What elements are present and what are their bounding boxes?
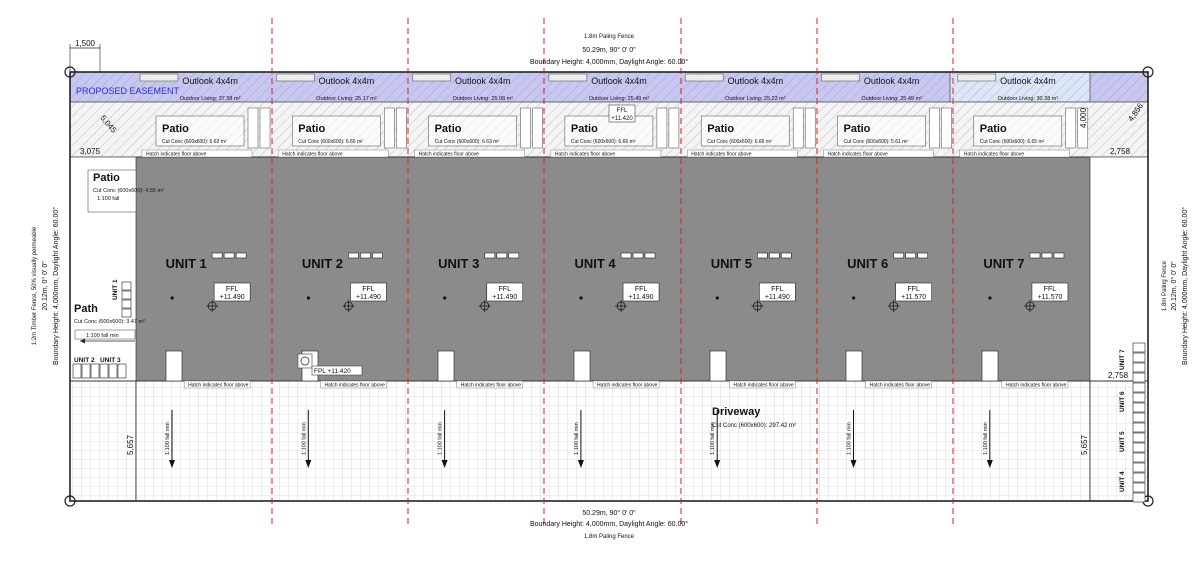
service-box	[260, 108, 270, 148]
path-label: Path	[74, 303, 98, 315]
level-dot	[443, 296, 446, 299]
bin-symbol	[1133, 423, 1145, 432]
hatch-note-bottom: Hatch indicates floor above	[733, 382, 794, 389]
hatch-note-bottom: Hatch indicates floor above	[597, 382, 658, 389]
service-box	[521, 108, 531, 148]
patio-area: Cut Conc (600x600): 5.61 m²	[843, 139, 908, 145]
driveway-label: Driveway	[712, 406, 761, 418]
level-dot	[307, 296, 310, 299]
dim-5657b-text: 5,657	[1080, 434, 1089, 455]
bin-left-unit2: UNIT 2	[74, 357, 95, 364]
window-symbol	[906, 253, 916, 258]
bin-symbol	[82, 364, 90, 378]
fall-note: 1:100 fall min	[710, 422, 717, 455]
hatch-note-bottom: Hatch indicates floor above	[188, 382, 249, 389]
unit-label: UNIT 7	[983, 256, 1025, 271]
hatch-note-bottom: Hatch indicates floor above	[1005, 382, 1067, 389]
bin-symbol	[1133, 443, 1145, 452]
ffl-line1: FFL	[1043, 286, 1057, 293]
bin-symbol	[1133, 363, 1145, 372]
bin-symbol	[122, 300, 131, 308]
level-dot	[171, 296, 174, 299]
dim-4000-text: 4,000	[1079, 107, 1088, 128]
patio-ffl-line1: FFL	[616, 108, 628, 114]
patio-label: Patio	[979, 123, 1007, 135]
outdoor-living-label: Outdoor Living: 37.58 m²	[179, 96, 241, 102]
bin-left-unit1: UNIT 1	[112, 279, 119, 300]
garage-notch	[438, 351, 454, 381]
window-symbol	[769, 253, 779, 258]
window-symbol	[645, 253, 655, 258]
window-symbol	[621, 253, 631, 258]
left-fence-label: 1.2m Timber Fence, 50% visually permeable	[32, 226, 38, 346]
service-box	[669, 108, 679, 148]
bin-symbol	[1133, 463, 1145, 472]
hatch-note-top: Hatch indicates floor above	[146, 151, 207, 158]
window-symbol	[224, 253, 234, 258]
window-symbol	[1054, 253, 1064, 258]
rooftop-unit-box	[413, 74, 451, 81]
outlook-label: Outlook 4x4m	[863, 76, 920, 86]
window-symbol	[360, 253, 370, 258]
level-dot	[716, 296, 719, 299]
service-box	[248, 108, 258, 148]
service-box	[930, 108, 940, 148]
patio-area: Cut Conc (600x600): 6.63 m²	[434, 139, 500, 145]
right-bearing-label: 20.12m, 0° 0' 0"	[1171, 261, 1178, 311]
unit-label: UNIT 5	[710, 256, 752, 271]
level-dot	[988, 296, 991, 299]
ffl-line1: FFL	[362, 286, 375, 293]
dim-3075-text: 3,075	[80, 147, 101, 156]
side-patio-fall: 1:100 fall	[97, 196, 120, 202]
left-boundary-label: Boundary Height: 4,000mm, Daylight Angle: 60.00°	[53, 206, 60, 366]
bottom-fence-label: 1.8m Paling Fence	[583, 534, 635, 540]
outdoor-living-label: Outdoor Living: 25.23 m²	[725, 96, 786, 102]
dim-4856-text: 4,856	[1126, 101, 1146, 124]
fall-note: 1:100 fall min	[165, 422, 171, 455]
outlook-label: Outlook 4x4m	[1000, 76, 1056, 86]
patio-label: Patio	[298, 123, 326, 135]
bin-symbol	[122, 282, 131, 290]
hatch-note-bottom: Hatch indicates floor above	[869, 382, 930, 389]
garage-notch	[710, 351, 726, 381]
service-box	[942, 108, 952, 148]
rooftop-unit-box	[549, 74, 587, 81]
bin-right-unit6: UNIT 6	[1119, 391, 1126, 412]
outlook-label: Outlook 4x4m	[318, 76, 375, 86]
service-box	[793, 108, 803, 148]
bin-symbol	[1133, 433, 1145, 442]
bin-symbol	[122, 291, 131, 299]
fall-note: 1:100 fall min	[301, 422, 308, 455]
level-dot	[579, 296, 582, 299]
service-box	[805, 108, 815, 148]
bin-symbol	[1133, 483, 1145, 492]
fall-note: 1:100 fall min	[573, 422, 580, 455]
side-ffl-text: FPL +11.420	[314, 368, 351, 375]
ffl-line2: +11.490	[355, 294, 381, 301]
bin-symbol	[118, 364, 126, 378]
right-fence-label: 1.8m Paling Fence	[1162, 260, 1168, 312]
window-symbol	[485, 253, 495, 258]
window-symbol	[212, 253, 222, 258]
garage-notch	[982, 351, 998, 381]
ffl-line1: FFL	[771, 286, 784, 293]
dimension-1500	[70, 39, 100, 72]
rooftop-unit-box	[822, 74, 860, 81]
dim-5045-text: 5,045	[98, 113, 119, 135]
hatch-note-top: Hatch indicates floor above	[827, 151, 888, 158]
service-box	[533, 108, 543, 148]
unit-label: UNIT 1	[165, 256, 207, 271]
bin-symbol	[1133, 493, 1145, 502]
hatch-note-bottom: Hatch indicates floor above	[460, 382, 522, 389]
fall-note: 1:100 fall min	[846, 422, 853, 455]
bin-symbol	[1133, 343, 1145, 352]
window-symbol	[509, 253, 519, 258]
window-symbol	[1042, 253, 1052, 258]
patio-area: Cut Conc (600x600): 6.65 m²	[979, 139, 1045, 145]
patio-label: Patio	[707, 123, 735, 135]
bin-symbol	[73, 364, 81, 378]
bin-left-unit3: UNIT 3	[100, 357, 121, 364]
bin-right-unit5: UNIT 5	[1119, 431, 1126, 452]
unit-label: UNIT 3	[438, 256, 480, 271]
patio-label: Patio	[843, 123, 871, 135]
ffl-line2: +11.570	[1037, 294, 1063, 301]
outdoor-living-label: Outdoor Living: 25.49 m²	[588, 96, 650, 102]
window-symbol	[757, 253, 767, 258]
window-symbol	[633, 253, 643, 258]
ffl-line1: FFL	[634, 286, 648, 293]
ffl-line2: +11.490	[764, 294, 790, 301]
rooftop-unit-box	[685, 74, 723, 81]
service-box	[396, 108, 406, 148]
dim-1500-text: 1,500	[74, 39, 96, 48]
window-symbol	[236, 253, 246, 258]
unit-label: UNIT 4	[574, 256, 616, 271]
ffl-line1: FFL	[498, 286, 511, 293]
bin-symbol	[122, 309, 131, 317]
ffl-line2: +11.490	[219, 294, 245, 301]
bin-symbol	[1133, 383, 1145, 392]
bin-symbol	[1133, 393, 1145, 402]
top-bearing-label: 50.29m, 90° 0' 0"	[582, 47, 636, 54]
ffl-line1: FFL	[907, 286, 920, 293]
patio-label: Patio	[434, 123, 462, 135]
service-box	[384, 108, 394, 148]
outlook-label: Outlook 4x4m	[454, 76, 511, 86]
patio-area: Cut Conc (600x600): 6.63 m²	[162, 139, 227, 145]
outlook-label: Outlook 4x4m	[591, 76, 647, 86]
fall-note: 1:100 fall min	[437, 422, 444, 455]
unit-label: UNIT 2	[301, 256, 344, 271]
bin-symbol	[1133, 453, 1145, 462]
outdoor-living-label: Outdoor Living: 30.38 m²	[997, 96, 1059, 102]
bin-symbol	[1133, 413, 1145, 422]
ffl-line2: +11.490	[492, 294, 518, 301]
bin-right-unit4: UNIT 4	[1119, 471, 1126, 492]
unit-label: UNIT 6	[847, 256, 889, 271]
hatch-note-top: Hatch indicates floor above	[418, 151, 479, 158]
patio-label: Patio	[162, 123, 189, 135]
patio-area: Cut Conc (600x600): 6.65 m²	[298, 139, 363, 145]
hatch-note-top: Hatch indicates floor above	[691, 151, 752, 158]
garage-notch	[574, 351, 590, 381]
outlook-label: Outlook 4x4m	[727, 76, 784, 86]
garage-notch	[846, 351, 862, 381]
bin-symbol	[1133, 403, 1145, 412]
path-area: Cut Conc (600x600): 3.47 m²	[74, 319, 145, 325]
top-boundary-label: Boundary Height: 4,000mm, Daylight Angle: 60.00°	[529, 59, 689, 66]
hatch-note-top: Hatch indicates floor above	[963, 151, 1025, 158]
garage-notch	[166, 351, 182, 381]
patio-area: Cut Conc (600x600): 6.66 m²	[707, 139, 772, 145]
ffl-line1: FFL	[225, 286, 239, 293]
bin-symbol	[1133, 373, 1145, 382]
service-box	[1066, 108, 1076, 148]
window-symbol	[918, 253, 928, 258]
bottom-boundary-label: Boundary Height: 4,000mm, Daylight Angle: 60.00°	[529, 521, 689, 528]
bin-symbol	[109, 364, 117, 378]
hatch-note-bottom: Hatch indicates floor above	[324, 382, 385, 389]
window-symbol	[894, 253, 904, 258]
patio-area: Cut Conc (600x600): 6.66 m²	[570, 139, 636, 145]
hatch-note-top: Hatch indicates floor above	[554, 151, 616, 158]
window-symbol	[348, 253, 358, 258]
driveway-area: Cut Conc (600x600): 297.42 m²	[712, 423, 797, 429]
patio-ffl-tag	[609, 105, 635, 122]
patio-ffl-line2: +11.420	[611, 116, 633, 122]
ffl-line2: +11.490	[628, 294, 654, 301]
path-fall-text: 1:100 fall min	[86, 333, 119, 339]
bottom-bearing-label: 50.29m, 90° 0' 0"	[582, 510, 636, 517]
dim-5657a-text: 5,657	[126, 434, 135, 455]
side-patio-label: Patio	[93, 172, 120, 184]
right-boundary-label: Boundary Height: 4,000mm, Daylight Angle: 60.00°	[1182, 206, 1189, 366]
bin-symbol	[1133, 353, 1145, 362]
window-symbol	[372, 253, 382, 258]
hatch-note-top: Hatch indicates floor above	[282, 151, 343, 158]
top-fence-label: 1.8m Paling Fence	[583, 34, 635, 40]
bin-symbol	[91, 364, 99, 378]
window-symbol	[1030, 253, 1040, 258]
dim-2758a-text: 2,758	[1110, 147, 1131, 156]
dim-2758b-text: 2,758	[1108, 371, 1129, 380]
side-patio-area: Cut Conc (600x600): 4.55 m²	[93, 188, 164, 194]
service-box	[657, 108, 667, 148]
fall-note: 1:100 fall min	[982, 422, 989, 455]
easement-label: PROPOSED EASEMENT	[76, 86, 180, 96]
bin-right-unit7: UNIT 7	[1119, 349, 1126, 370]
outdoor-living-label: Outdoor Living: 25.49 m²	[861, 96, 922, 102]
outlook-label: Outlook 4x4m	[182, 76, 238, 86]
bin-symbol	[100, 364, 108, 378]
left-bearing-label: 20.12m, 0° 0' 0"	[42, 261, 49, 311]
rooftop-unit-box	[276, 74, 314, 81]
outdoor-living-label: Outdoor Living: 25.17 m²	[316, 96, 377, 102]
patio-label: Patio	[570, 123, 598, 135]
outdoor-living-label: Outdoor Living: 25.08 m²	[452, 96, 514, 102]
bin-symbol	[1133, 473, 1145, 482]
rooftop-unit-box	[958, 74, 996, 81]
window-symbol	[497, 253, 507, 258]
window-symbol	[781, 253, 791, 258]
rooftop-unit-box	[140, 74, 178, 81]
ffl-line2: +11.570	[901, 294, 927, 301]
level-dot	[852, 296, 855, 299]
